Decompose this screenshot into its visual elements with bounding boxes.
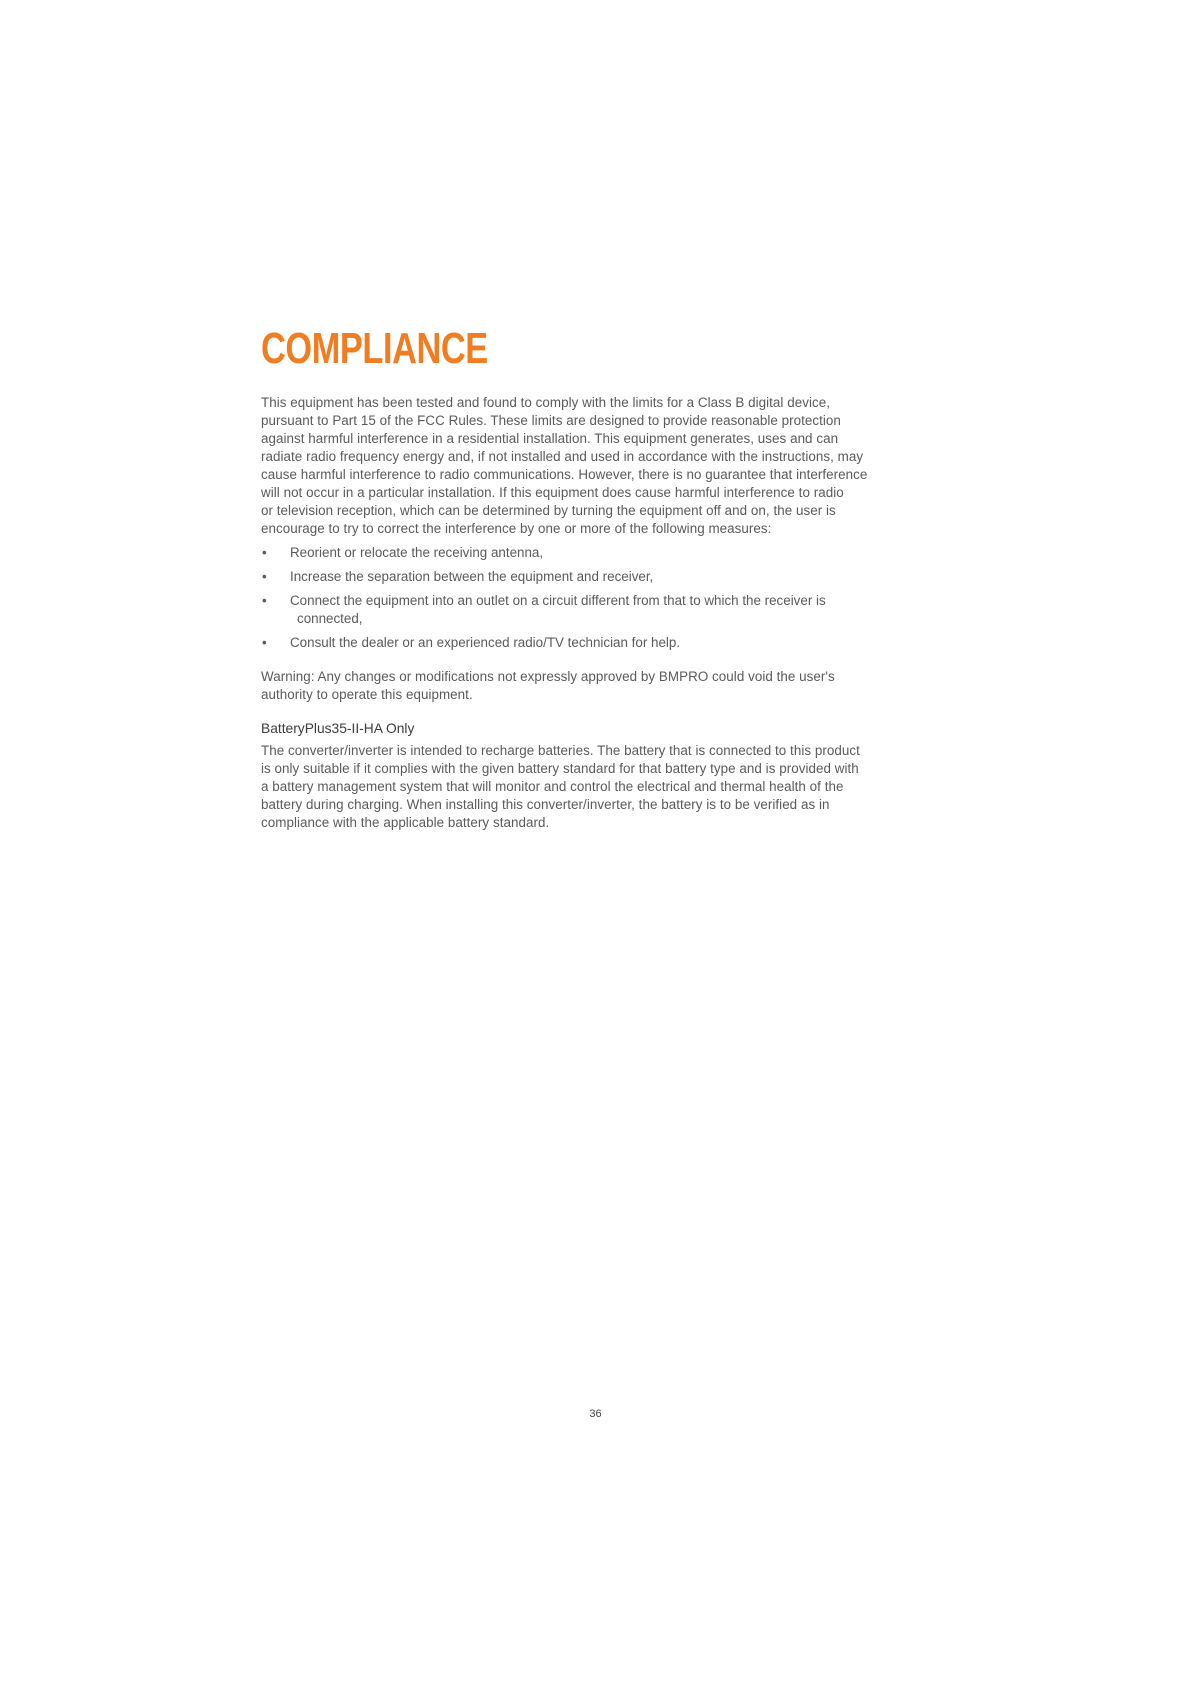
list-item	[261, 544, 941, 562]
battery-line: a battery management system that will monitor and control the electrical and thermal health of the	[261, 779, 844, 794]
page-number: 36	[589, 1408, 602, 1420]
main-content	[261, 326, 941, 832]
list-item-text: Increase the separation between the equipment and receiver,	[290, 569, 654, 584]
list-item-continuation: connected,	[297, 611, 363, 626]
battery-line: is only suitable if it complies with the given battery standard for that battery type and is provided with	[261, 761, 859, 776]
intro-line: radiate radio frequency energy and, if not installed and used in accordance with the instructions, may	[261, 449, 864, 464]
list-item	[261, 568, 941, 586]
bullet-icon: •	[262, 593, 267, 608]
warning-line: authority to operate this equipment.	[261, 687, 473, 702]
intro-line: against harmful interference in a residential installation. This equipment generates, uses and can	[261, 431, 839, 446]
list-item-text: Reorient or relocate the receiving antenna,	[290, 545, 544, 560]
bullet-icon: •	[262, 569, 267, 584]
list-item-text: Connect the equipment into an outlet on a circuit different from that to which the receiver is	[290, 593, 826, 608]
battery-paragraph	[261, 742, 941, 832]
bullet-icon: •	[262, 635, 267, 650]
intro-line: or television reception, which can be determined by turning the equipment off and on, the user is	[261, 503, 836, 518]
battery-line: The converter/inverter is intended to recharge batteries. The battery that is connected to this product	[261, 743, 860, 758]
battery-line: compliance with the applicable battery standard.	[261, 815, 550, 830]
bullet-icon: •	[262, 545, 267, 560]
list-item	[261, 634, 941, 652]
list-item	[261, 592, 941, 628]
page-title: COMPLIANCE	[261, 324, 488, 373]
intro-line: cause harmful interference to radio communications. However, there is no guarantee that interference	[261, 467, 868, 482]
measures-list	[261, 544, 941, 652]
intro-line: encourage to try to correct the interference by one or more of the following measures:	[261, 521, 772, 536]
intro-line: pursuant to Part 15 of the FCC Rules. These limits are designed to provide reasonable protection	[261, 413, 841, 428]
intro-line: This equipment has been tested and found to comply with the limits for a Class B digital device,	[261, 395, 830, 410]
intro-paragraph	[261, 394, 941, 538]
battery-line: battery during charging. When installing this converter/inverter, the battery is to be verified as in	[261, 797, 830, 812]
warning-paragraph	[261, 668, 941, 704]
intro-line: will not occur in a particular installation. If this equipment does cause harmful interference to radio	[261, 485, 844, 500]
list-item-text: Consult the dealer or an experienced radio/TV technician for help.	[290, 635, 681, 650]
section-subheading: BatteryPlus35-II-HA Only	[261, 721, 415, 736]
warning-line: Warning: Any changes or modifications not expressly approved by BMPRO could void the user's	[261, 669, 835, 684]
